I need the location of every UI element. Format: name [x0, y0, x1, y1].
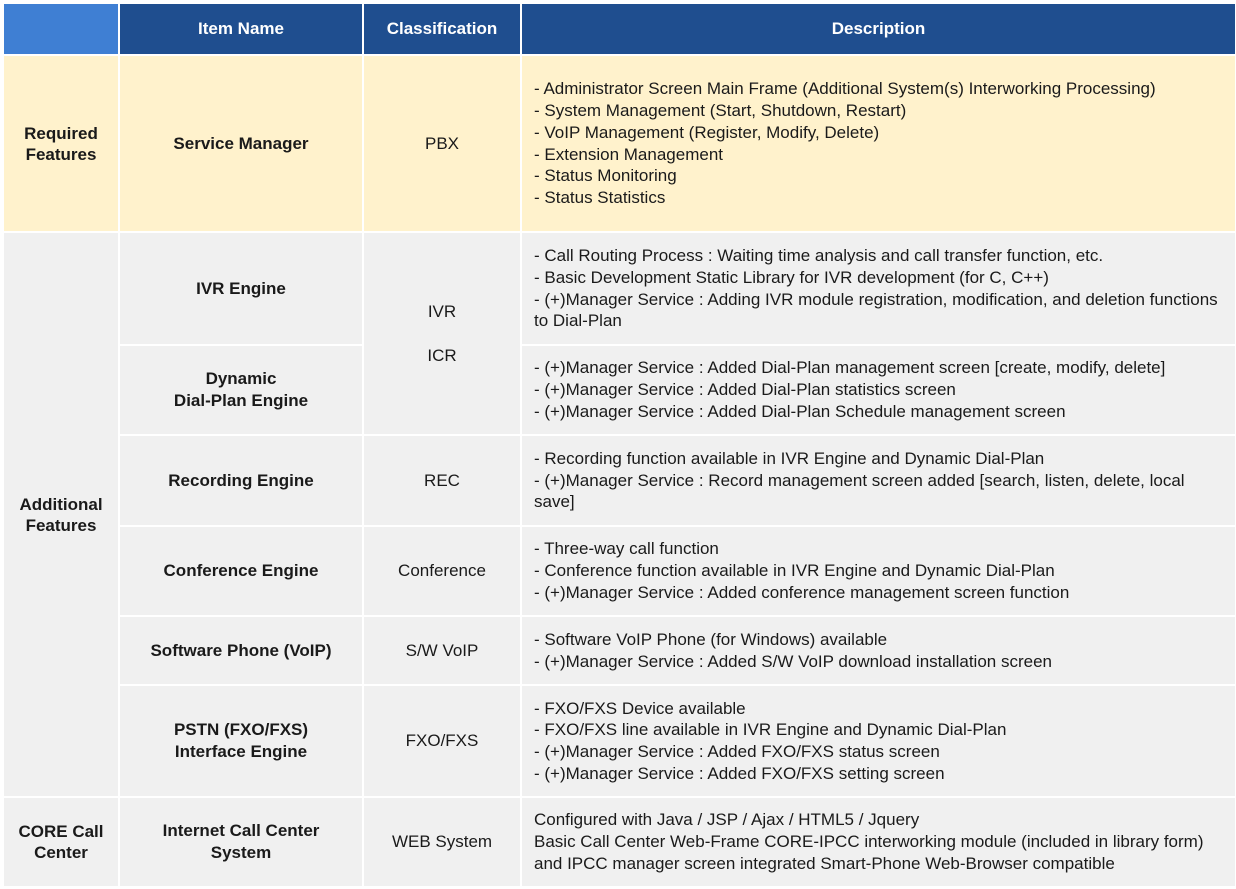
description-line: - (+)Manager Service : Added Dial-Plan management screen [create, modify, delete] — [534, 358, 1166, 378]
description-line: - VoIP Management (Register, Modify, Delete) — [534, 122, 880, 142]
item-name-cell: Dynamic Dial-Plan Engine — [119, 345, 363, 435]
item-name-cell: Service Manager — [119, 55, 363, 232]
table-row — [3, 797, 1236, 887]
item-name-cell: Internet Call Center System — [119, 797, 363, 887]
description-cell — [521, 797, 1236, 887]
description-cell — [521, 55, 1236, 232]
description-line: - Status Monitoring — [534, 166, 677, 186]
description-line: - (+)Manager Service : Added FXO/FXS status screen — [534, 742, 940, 761]
description-cell — [521, 232, 1236, 345]
table-row — [3, 435, 1236, 526]
description-line: - FXO/FXS line available in IVR Engine and Dynamic Dial-Plan — [534, 720, 1007, 740]
table-row — [3, 685, 1236, 797]
description-line: - System Management (Start, Shutdown, Restart) — [534, 101, 907, 121]
description-line: - Call Routing Process : Waiting time analysis and call transfer function, etc. — [534, 246, 1104, 266]
description-line: - (+)Manager Service : Added FXO/FXS setting screen — [534, 763, 945, 783]
description-cell — [521, 685, 1236, 797]
item-name-cell: IVR Engine — [119, 232, 363, 345]
description-line: - (+)Manager Service : Added S/W VoIP download installation screen — [534, 651, 1052, 671]
description-line: - Software VoIP Phone (for Windows) available — [534, 629, 888, 649]
description-line: - (+)Manager Service : Added Dial-Plan statistics screen — [534, 380, 956, 400]
header-classification: Classification — [363, 3, 521, 55]
header-row — [3, 3, 1236, 55]
description-line: - Three-way call function — [534, 539, 719, 559]
header-corner-cell — [3, 3, 119, 55]
table-row — [3, 232, 1236, 345]
table-row — [3, 526, 1236, 616]
description-cell — [521, 435, 1236, 526]
classification-cell: WEB System — [363, 797, 521, 887]
description-line: - (+)Manager Service : Adding IVR module registration, modification, and deletion functions to Dial-Plan — [534, 289, 1218, 331]
description-line: - Status Statistics — [534, 187, 666, 207]
item-name-cell: Software Phone (VoIP) — [119, 616, 363, 685]
classification-cell: Conference — [363, 526, 521, 616]
description-line: - Administrator Screen Main Frame (Additional System(s) Interworking Processing) — [534, 79, 1156, 99]
description-line: - FXO/FXS Device available — [534, 698, 746, 718]
description-cell — [521, 526, 1236, 616]
description-line: - (+)Manager Service : Added conference management screen function — [534, 582, 1070, 602]
description-cell — [521, 345, 1236, 435]
category-cell: Additional Features — [3, 232, 119, 797]
item-name-cell: Recording Engine — [119, 435, 363, 526]
description-line: - Basic Development Static Library for IVR development (for C, C++) — [534, 267, 1049, 287]
description-line: - (+)Manager Service : Added Dial-Plan Schedule management screen — [534, 401, 1066, 421]
description-line: Configured with Java / JSP / Ajax / HTML5 / Jquery — [534, 810, 920, 830]
table-row — [3, 345, 1236, 435]
description-cell — [521, 616, 1236, 685]
header-item-name: Item Name — [119, 3, 363, 55]
classification-cell: PBX — [363, 55, 521, 232]
item-name-cell: PSTN (FXO/FXS) Interface Engine — [119, 685, 363, 797]
description-line: - (+)Manager Service : Record management screen added [search, listen, delete, local save] — [534, 470, 1185, 512]
category-cell: CORE Call Center — [3, 797, 119, 887]
description-line: - Recording function available in IVR Engine and Dynamic Dial-Plan — [534, 448, 1045, 468]
item-name-cell: Conference Engine — [119, 526, 363, 616]
classification-cell: REC — [363, 435, 521, 526]
classification-cell: IVR ICR — [363, 232, 521, 435]
description-line: Basic Call Center Web-Frame CORE-IPCC interworking module (included in library form) and IPCC manager screen integrated Smart-Phone Web-Browser compatible — [534, 832, 1204, 873]
header-description: Description — [521, 3, 1236, 55]
description-line: - Extension Management — [534, 144, 723, 164]
category-cell: Required Features — [3, 55, 119, 232]
description-line: - Conference function available in IVR Engine and Dynamic Dial-Plan — [534, 561, 1055, 581]
feature-table — [2, 2, 1236, 888]
table-row — [3, 55, 1236, 232]
classification-cell: S/W VoIP — [363, 616, 521, 685]
classification-cell: FXO/FXS — [363, 685, 521, 797]
table-row — [3, 616, 1236, 685]
